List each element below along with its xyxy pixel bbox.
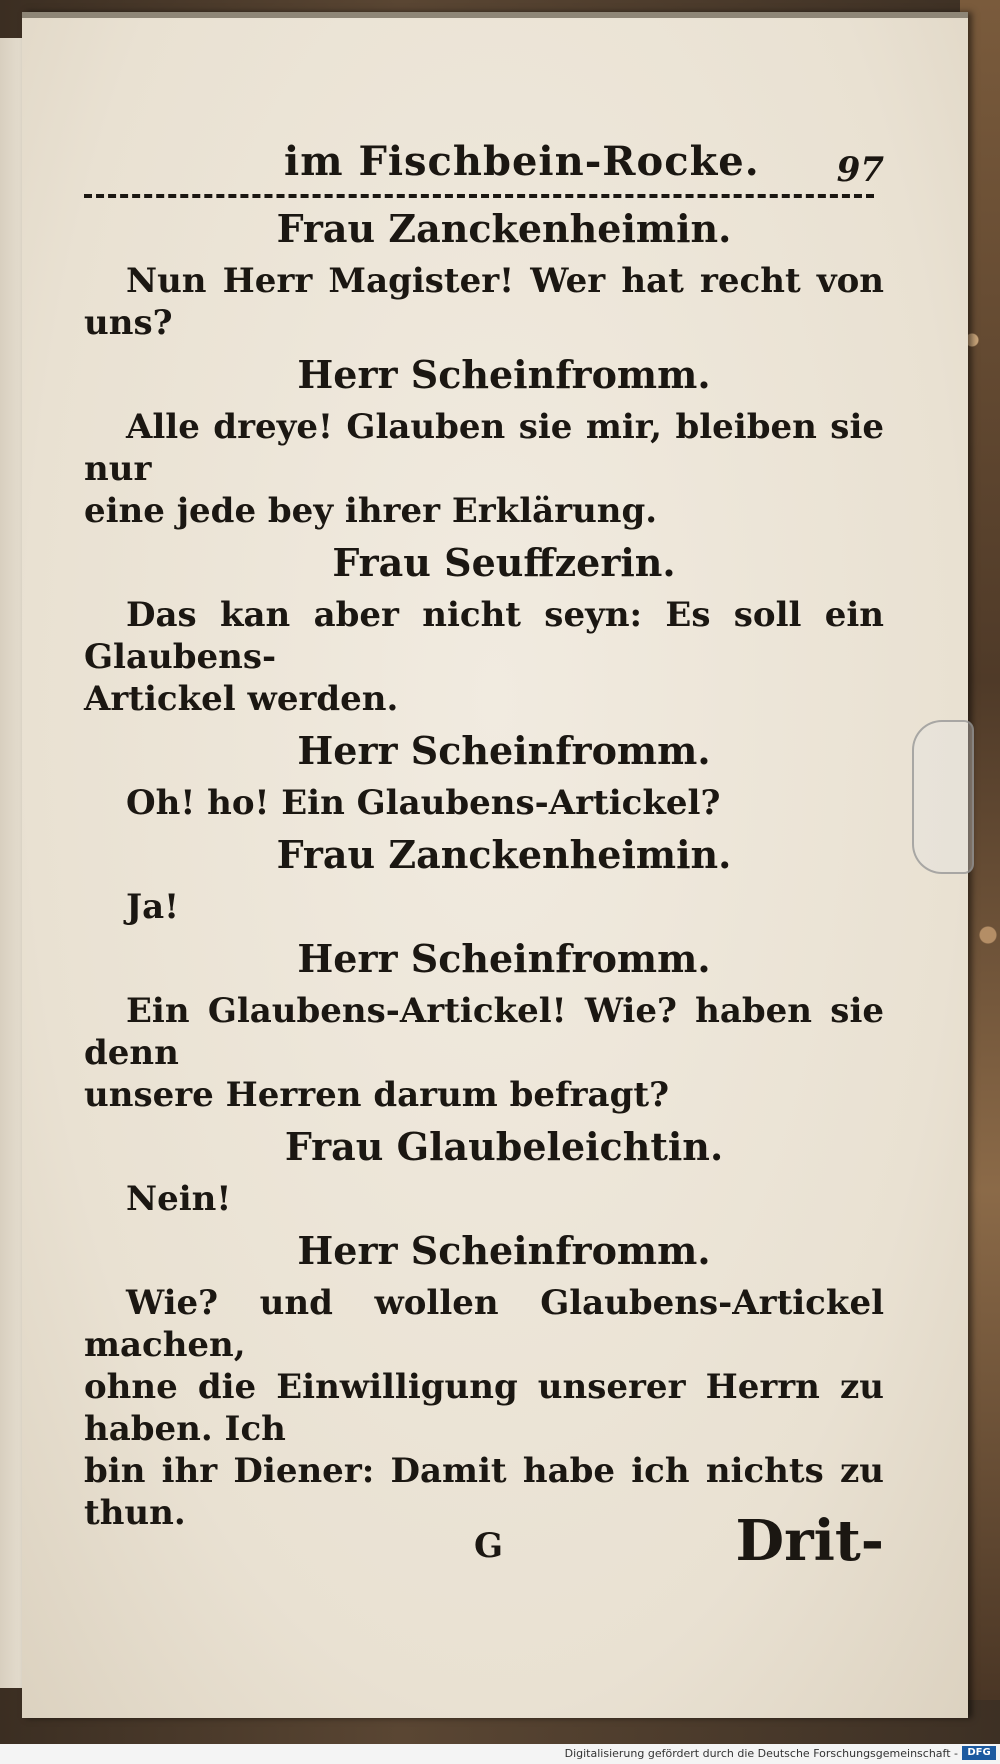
- page-clip: [912, 720, 974, 874]
- page-number: 97: [836, 150, 884, 190]
- speaker-name: Frau Zanckenheimin.: [276, 206, 732, 251]
- speaker-name: Herr Scheinfromm.: [297, 728, 711, 773]
- speech-line: bin ihr Diener: Damit habe ich nichts zu thun.: [84, 1451, 884, 1533]
- speaker-name: Frau Glaubeleichtin.: [284, 1124, 724, 1169]
- dialogue-entry: [84, 1116, 884, 1220]
- speech-line: Nun Herr Magister! Wer hat recht von uns?: [84, 261, 884, 343]
- dialogue-entry: [84, 198, 884, 344]
- speech-line: Ein Glaubens-Artickel! Wie? haben sie denn: [84, 991, 884, 1073]
- speech-line: eine jede bey ihrer Erklärung.: [84, 491, 658, 531]
- running-head: [84, 128, 884, 198]
- signature-mark: G: [474, 1526, 504, 1566]
- dialogue-entry: [84, 344, 884, 532]
- speaker-name: Frau Zanckenheimin.: [276, 832, 732, 877]
- credit-text: Digitalisierung gefördert durch die Deutsche Forschungsgemeinschaft -: [564, 1747, 958, 1760]
- speech-line: Alle dreye! Glauben sie mir, bleiben sie nur: [84, 407, 884, 489]
- dfg-logo: DFG: [962, 1746, 996, 1760]
- book-page: [22, 12, 968, 1718]
- speaker-name: Frau Seuffzerin.: [332, 540, 676, 585]
- speaker-name: Herr Scheinfromm.: [297, 352, 711, 397]
- digitization-credit-bar: [0, 1744, 1000, 1764]
- catchword: Drit-: [735, 1508, 884, 1574]
- dialogue-entry: [84, 720, 884, 824]
- dialogue-entry: [84, 928, 884, 1116]
- page-text-block: [84, 128, 884, 1534]
- dialogue-entry: [84, 532, 884, 720]
- speech-line: unsere Herren darum befragt?: [84, 1075, 669, 1115]
- speech-line: Nein!: [126, 1179, 232, 1219]
- dialogue-entry: [84, 1220, 884, 1534]
- speaker-name: Herr Scheinfromm.: [297, 936, 711, 981]
- page-footer: [84, 1508, 884, 1578]
- speech-line: Das kan aber nicht seyn: Es soll ein Glaubens-: [84, 595, 884, 677]
- speech-line: Artickel werden.: [84, 679, 399, 719]
- speech-line: ohne die Einwilligung unserer Herrn zu haben. Ich: [84, 1367, 884, 1449]
- header-rule: [84, 194, 874, 198]
- speech-line: Ja!: [126, 887, 180, 927]
- dialogue-entry: [84, 824, 884, 928]
- speech-line: Wie? und wollen Glaubens-Artickel machen,: [84, 1283, 884, 1365]
- speaker-name: Herr Scheinfromm.: [297, 1228, 711, 1273]
- running-title: im Fischbein-Rocke.: [284, 138, 760, 185]
- speech-line: Oh! ho! Ein Glaubens-Artickel?: [126, 783, 721, 823]
